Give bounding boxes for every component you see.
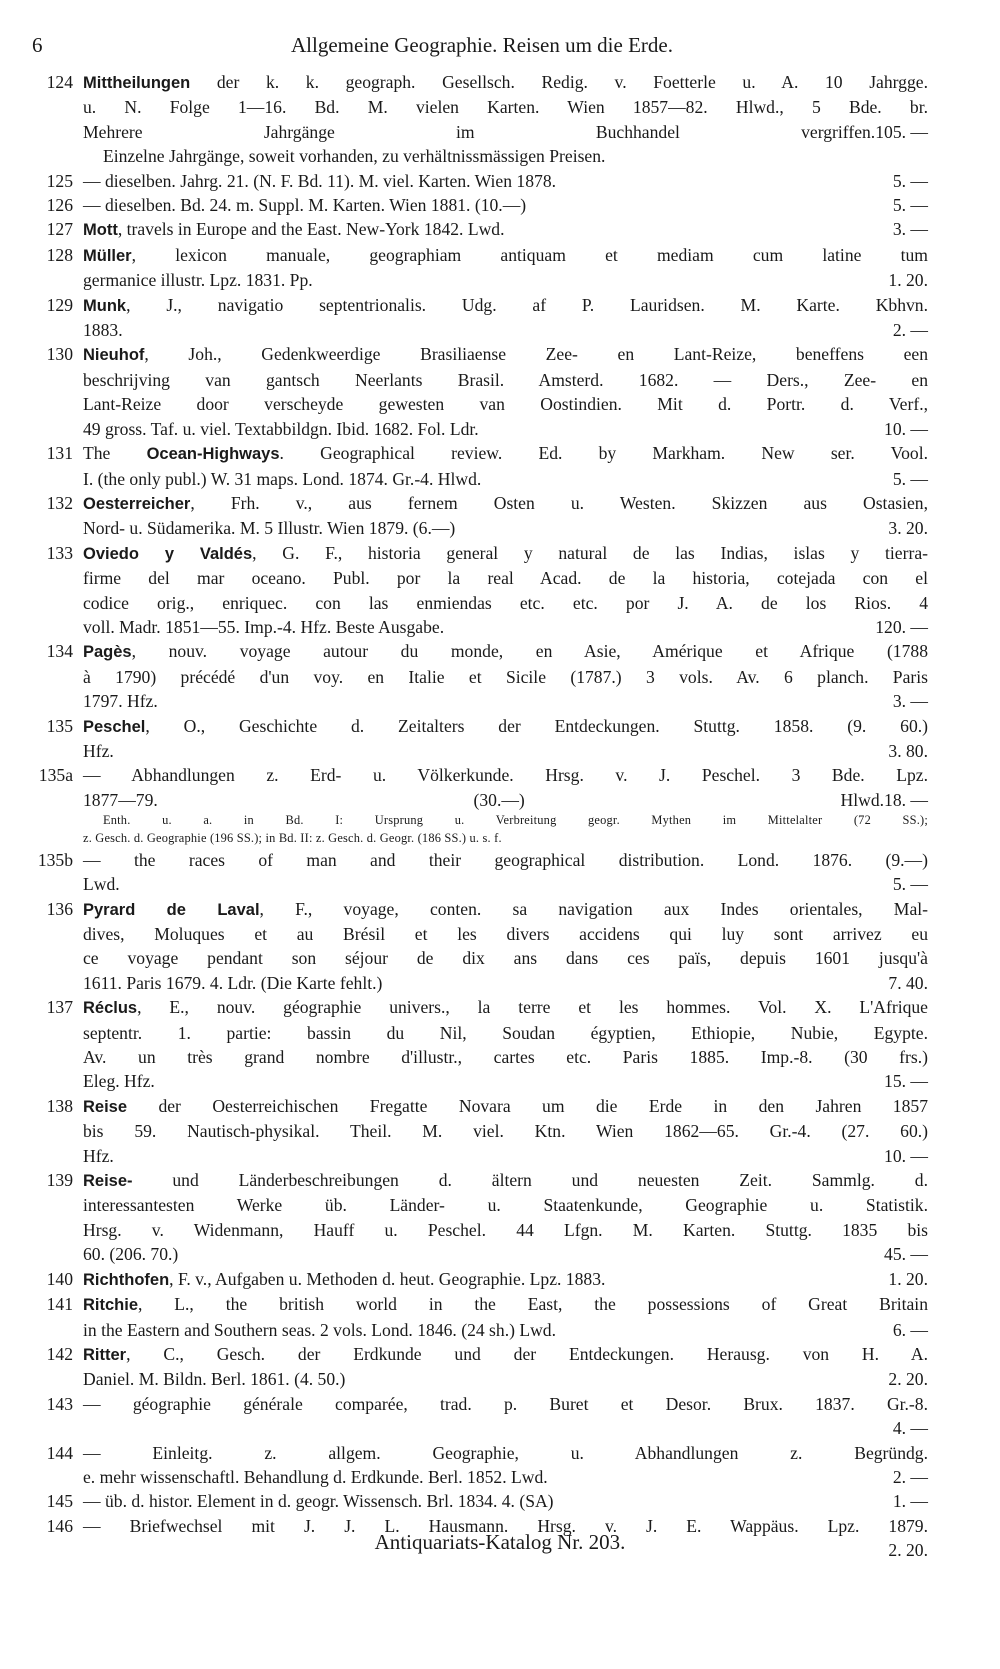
entry-text: firme del mar oceano. Publ. por la real Acad. de la historia, cotejada con el xyxy=(83,568,928,589)
entry-text: beschrijving van gantsch Neerlants Brasil. Amsterd. 1682. — Ders., Zee- en xyxy=(83,369,928,390)
entry-text: — üb. d. histor. Element in d. geogr. Wissensch. Brl. 1834. 4. (SA) xyxy=(83,1491,554,1512)
entry-keyword: Pyrard de Laval xyxy=(83,900,260,919)
catalog-entry xyxy=(0,342,1000,441)
entry-price: 3. — xyxy=(892,219,928,240)
entry-text: 4. — xyxy=(892,1418,928,1439)
entry-number: 138 xyxy=(46,1095,73,1116)
catalog-entry xyxy=(0,293,1000,343)
entry-line xyxy=(83,441,928,466)
entry-keyword: Ritchie xyxy=(83,1296,139,1315)
entry-line xyxy=(83,922,928,946)
entry-keyword: Oviedo y Valdés xyxy=(83,544,253,563)
entry-keyword: Ritter xyxy=(83,1345,127,1364)
entry-text: , L., the british world in the East, the possessions of Great Britain xyxy=(138,1294,928,1315)
entry-line xyxy=(83,1416,928,1440)
entry-number: 125 xyxy=(46,170,73,191)
entry-text: septentr. 1. partie: bassin du Nil, Soudan égyptien, Ethiopie, Nubie, Egypte. xyxy=(83,1022,928,1043)
catalog-entry xyxy=(0,541,1000,640)
catalog-entry xyxy=(0,217,1000,242)
entry-text: Mehrere Jahrgänge im Buchhandel vergriffen. xyxy=(83,121,876,142)
entry-text: I. (the only publ.) W. 31 maps. Lond. 1874. Gr.-4. Hlwd. xyxy=(83,468,482,489)
entry-number: 136 xyxy=(46,898,73,919)
entry-line xyxy=(83,368,928,392)
entry-number: 124 xyxy=(46,72,73,92)
catalog-entry xyxy=(0,848,1000,897)
catalog-entry xyxy=(0,1342,1000,1392)
entry-number: 140 xyxy=(46,1268,73,1289)
entry-text: . Geographical review. Ed. by Markham. New ser. Vool. xyxy=(279,443,928,464)
entry-text: , J., navigatio septentrionalis. Udg. af P. Lauridsen. M. Karte. Kbhvn. xyxy=(126,294,928,315)
entry-line xyxy=(83,739,928,763)
entry-text: Lant-Reize door verscheyde gewesten van Oostindien. Mit d. Portr. d. Verf., xyxy=(83,394,928,415)
entry-price: 5. — xyxy=(892,468,928,489)
entry-line xyxy=(83,788,928,812)
entry-line xyxy=(83,591,928,615)
entry-keyword: Munk xyxy=(83,296,127,315)
entry-number: 126 xyxy=(46,195,73,216)
entry-text: , F., voyage, conten. sa navigation aux Indes orientales, Mal- xyxy=(259,898,929,919)
entry-number: 144 xyxy=(46,1442,73,1463)
entry-text: 1797. Hfz. xyxy=(83,691,158,712)
entry-line xyxy=(83,144,928,168)
entry-text: 1611. Paris 1679. 4. Ldr. (Die Karte fehlt.) xyxy=(83,972,383,993)
entry-price: 2. — xyxy=(892,320,928,341)
entry-line xyxy=(83,193,928,217)
entry-text: , O., Geschichte d. Zeitalters der Entdeckungen. Stuttg. 1858. (9. 60.) xyxy=(145,715,928,736)
entry-keyword: Nieuhof xyxy=(83,346,145,365)
catalog-entry xyxy=(0,193,1000,217)
entry-text: 49 gross. Taf. u. viel. Textabbildgn. Ibid. 1682. Fol. Ldr. xyxy=(83,418,479,439)
entry-keyword: Reise- xyxy=(83,1172,133,1191)
entry-text: — dieselben. Jahrg. 21. (N. F. Bd. 11). M. viel. Karten. Wien 1878. xyxy=(83,170,557,191)
entry-line xyxy=(83,1168,928,1193)
entry-number: 133 xyxy=(46,542,73,563)
entry-text: z. Gesch. d. Geographie (196 SS.); in Bd. II: z. Gesch. d. Geogr. (186 SS.) u. s. f. xyxy=(83,830,502,845)
entry-text: ce voyage pendant son séjour de dix ans dans ces païs, depuis 1601 jusqu'à xyxy=(83,948,928,969)
catalog-entry xyxy=(0,243,1000,293)
entry-number: 135a xyxy=(38,765,73,786)
entry-number: 130 xyxy=(46,344,73,365)
entry-line xyxy=(83,1318,928,1342)
entry-text: — Abhandlungen z. Erd- u. Völkerkunde. Hrsg. v. J. Peschel. 3 Bde. Lpz. xyxy=(83,765,928,786)
catalog-entry xyxy=(0,1392,1000,1441)
entry-text: , Joh., Gedenkweerdige Brasiliaense Zee- en Lant-Reize, beneffens een xyxy=(144,344,928,365)
entry-line xyxy=(83,120,928,144)
entry-keyword: Réclus xyxy=(83,999,138,1018)
entry-text: Nord- u. Südamerika. M. 5 Illustr. Wien 1879. (6.—) xyxy=(83,518,456,539)
entry-text: — Einleitg. z. allgem. Geographie, u. Abhandlungen z. Begründg. xyxy=(83,1442,928,1463)
catalog-entry xyxy=(0,1094,1000,1168)
entry-line xyxy=(83,342,928,367)
entry-line xyxy=(83,417,928,441)
entry-text: 1883. xyxy=(83,320,123,341)
entry-line xyxy=(83,467,928,491)
entry-line xyxy=(83,541,928,566)
entry-text: der Oesterreichischen Fregatte Novara um die Erde in den Jahren 1857 xyxy=(127,1095,928,1116)
catalog-entry xyxy=(0,763,1000,847)
entry-line xyxy=(83,897,928,922)
entry-price: 120. — xyxy=(875,616,928,637)
entry-text: Einzelne Jahrgänge, soweit vorhanden, zu verhältnissmässigen Preisen. xyxy=(103,146,606,167)
catalog-entry xyxy=(0,1489,1000,1513)
entry-keyword: Richthofen xyxy=(83,1270,170,1289)
entry-line xyxy=(83,70,928,95)
catalog-entries xyxy=(0,70,1000,1563)
catalog-entry xyxy=(0,70,1000,169)
entry-text: der k. k. geograph. Gesellsch. Redig. v. Foetterle u. A. 10 Jahrgge. xyxy=(190,72,928,92)
entry-line xyxy=(83,1489,928,1513)
entry-keyword: Pagès xyxy=(83,643,132,662)
entry-price: 1. — xyxy=(892,1491,928,1512)
entry-text: Hfz. xyxy=(83,1145,114,1166)
entry-text: codice orig., enriquec. con las enmiendas etc. etc. por J. A. de los Rios. 4 xyxy=(83,592,928,613)
page-number: 6 xyxy=(32,33,43,57)
entry-line xyxy=(83,1045,928,1069)
entry-line xyxy=(83,566,928,590)
entry-line xyxy=(83,1367,928,1391)
entry-line xyxy=(83,1441,928,1465)
entry-price: 5. — xyxy=(892,170,928,191)
entry-text: , travels in Europe and the East. New-York 1842. Lwd. xyxy=(117,219,505,240)
entry-line xyxy=(83,995,928,1020)
entry-text: — the races of man and their geographical distribution. Lond. 1876. (9.—) xyxy=(83,849,928,870)
entry-text: , Frh. v., aus fernem Osten u. Westen. Skizzen aus Ostasien, xyxy=(190,492,928,513)
entry-keyword: Mittheilungen xyxy=(83,74,191,92)
entry-line xyxy=(83,763,928,787)
entry-price: 7. 40. xyxy=(888,972,928,993)
entry-text: 1877—79. (30.—) Hlwd. xyxy=(83,789,885,810)
entry-text: , nouv. voyage autour du monde, en Asie, Amérique et Afrique (1788 xyxy=(131,641,928,662)
entry-price: 105. — xyxy=(875,121,928,142)
entry-line xyxy=(83,1342,928,1367)
entry-line xyxy=(83,848,928,872)
entry-text: dives, Moluques et au Brésil et les divers accidens qui luy sont arrivez eu xyxy=(83,924,928,944)
entry-price: 2. 20. xyxy=(888,1369,928,1390)
entry-text: in the Eastern and Southern seas. 2 vols. Lond. 1846. (24 sh.) Lwd. xyxy=(83,1319,557,1340)
entry-line xyxy=(83,95,928,119)
entry-line xyxy=(83,1218,928,1242)
entry-price: 10. — xyxy=(884,418,928,439)
entry-text: Av. un très grand nombre d'illustr., cartes etc. Paris 1885. Imp.-8. (30 frs.) xyxy=(83,1047,928,1068)
entry-text: Enth. u. a. in Bd. I: Ursprung u. Verbreitung geogr. Mythen im Mittelalter (72 SS.); xyxy=(103,813,928,828)
entry-price: 1. 20. xyxy=(888,1268,928,1289)
entry-line xyxy=(83,243,928,268)
entry-line xyxy=(83,318,928,342)
entry-line xyxy=(83,971,928,995)
entry-text: u. N. Folge 1—16. Bd. M. vielen Karten. Wien 1857—82. Hlwd., 5 Bde. br. xyxy=(83,97,928,118)
entry-number: 146 xyxy=(46,1515,73,1536)
page-title: Allgemeine Geographie. Reisen um die Erde. xyxy=(291,33,673,57)
entry-keyword: Mott xyxy=(83,221,118,240)
catalog-entry xyxy=(0,1441,1000,1490)
entry-text: germanice illustr. Lpz. 1831. Pp. xyxy=(83,270,313,291)
entry-line xyxy=(83,1292,928,1317)
entry-line xyxy=(83,1094,928,1119)
entry-line xyxy=(83,1193,928,1217)
entry-line xyxy=(83,689,928,713)
catalog-entry xyxy=(0,1292,1000,1342)
entry-number: 128 xyxy=(46,244,73,265)
entry-text: und Länderbeschreibungen d. ältern und neuesten Zeit. Sammlg. d. xyxy=(132,1170,928,1191)
entry-text: Hrsg. v. Widenmann, Hauff u. Peschel. 44 Lfgn. M. Karten. Stuttg. 1835 bis xyxy=(83,1219,928,1240)
entry-line xyxy=(83,1242,928,1266)
entry-line xyxy=(83,1144,928,1168)
entry-line xyxy=(83,714,928,739)
entry-line xyxy=(83,1465,928,1489)
entry-line xyxy=(83,1267,928,1292)
catalog-entry xyxy=(0,491,1000,541)
catalog-entry xyxy=(0,714,1000,764)
entry-text: à 1790) précédé d'un voy. en Italie et Sicile (1787.) 3 vols. Av. 6 planch. Paris xyxy=(83,666,928,687)
entry-line xyxy=(83,169,928,193)
entry-price: 5. — xyxy=(892,195,928,216)
entry-text: , F. v., Aufgaben u. Methoden d. heut. Geographie. Lpz. 1883. xyxy=(169,1268,606,1289)
entry-text: , C., Gesch. der Erdkunde und der Entdeckungen. Herausg. von H. A. xyxy=(126,1343,928,1364)
entry-line xyxy=(83,491,928,516)
entry-keyword: Peschel xyxy=(83,717,146,736)
catalog-entry xyxy=(0,1267,1000,1292)
entry-price: 1. 20. xyxy=(888,270,928,291)
entry-text: Eleg. Hfz. xyxy=(83,1071,155,1092)
entry-text: e. mehr wissenschaftl. Behandlung d. Erdkunde. Berl. 1852. Lwd. xyxy=(83,1466,548,1487)
catalog-entry xyxy=(0,1168,1000,1267)
entry-number: 139 xyxy=(46,1170,73,1191)
entry-text: Hfz. xyxy=(83,740,114,761)
entry-line xyxy=(83,812,928,830)
entry-price: 6. — xyxy=(892,1319,928,1340)
entry-text: 60. (206. 70.) xyxy=(83,1244,179,1265)
catalog-entry xyxy=(0,639,1000,713)
entry-number: 135b xyxy=(37,849,73,870)
entry-keyword: Müller xyxy=(83,246,132,265)
entry-text: 2. 20. xyxy=(888,1540,928,1561)
entry-line xyxy=(83,946,928,970)
page-footer: Antiquariats-Katalog Nr. 203. xyxy=(374,1530,626,1554)
entry-number: 137 xyxy=(46,997,73,1018)
entry-text: , G. F., historia general y natural de las Indias, islas y tierra- xyxy=(252,542,929,563)
entry-line xyxy=(83,516,928,540)
entry-price: 45. — xyxy=(884,1244,928,1265)
entry-number: 141 xyxy=(46,1294,73,1315)
entry-price: 3. — xyxy=(892,691,928,712)
entry-line xyxy=(83,1119,928,1143)
page-header xyxy=(32,28,932,62)
entry-line xyxy=(83,1392,928,1416)
entry-text: bis 59. Nautisch-physikal. Theil. M. viel. Ktn. Wien 1862—65. Gr.-4. (27. 60.) xyxy=(83,1121,928,1142)
entry-line xyxy=(83,1069,928,1093)
entry-price: 2. — xyxy=(892,1466,928,1487)
entry-line xyxy=(83,217,928,242)
entry-line xyxy=(83,392,928,416)
catalog-entry xyxy=(0,995,1000,1094)
catalog-entry xyxy=(0,169,1000,193)
entry-line xyxy=(83,665,928,689)
entry-number: 145 xyxy=(46,1491,73,1512)
entry-line xyxy=(83,639,928,664)
entry-keyword: Oesterreicher xyxy=(83,494,191,513)
entry-line xyxy=(83,268,928,292)
catalog-entry xyxy=(0,441,1000,491)
entry-text: — dieselben. Bd. 24. m. Suppl. M. Karten. Wien 1881. (10.—) xyxy=(83,195,527,216)
entry-prefix: The xyxy=(83,443,147,464)
entry-line xyxy=(83,830,928,848)
entry-price: 18. — xyxy=(884,789,928,810)
entry-number: 135 xyxy=(46,715,73,736)
entry-keyword: Reise xyxy=(83,1097,128,1116)
entry-line xyxy=(83,1021,928,1045)
entry-text: Daniel. M. Bildn. Berl. 1861. (4. 50.) xyxy=(83,1369,346,1390)
entry-line xyxy=(83,293,928,318)
entry-number: 129 xyxy=(46,294,73,315)
entry-text: Lwd. xyxy=(83,874,120,895)
entry-price: 3. 20. xyxy=(888,518,928,539)
entry-line xyxy=(83,615,928,639)
entry-text: — Briefwechsel mit J. J. L. Hausmann. Hrsg. v. J. E. Wappäus. Lpz. 1879. xyxy=(83,1515,928,1536)
entry-line xyxy=(83,872,928,896)
entry-number: 131 xyxy=(46,443,73,464)
entry-text: interessantesten Werke üb. Länder- u. Staatenkunde, Geographie u. Statistik. xyxy=(83,1195,928,1216)
entry-text: , E., nouv. géographie univers., la terre et les hommes. Vol. X. L'Afrique xyxy=(137,997,928,1018)
entry-number: 143 xyxy=(46,1393,73,1414)
entry-number: 142 xyxy=(46,1343,73,1364)
catalog-entry xyxy=(0,897,1000,996)
entry-text: — géographie générale comparée, trad. p. Buret et Desor. Brux. 1837. Gr.-8. xyxy=(83,1393,928,1414)
entry-text: voll. Madr. 1851—55. Imp.-4. Hfz. Beste Ausgabe. xyxy=(83,616,445,637)
entry-price: 10. — xyxy=(884,1145,928,1166)
entry-price: 5. — xyxy=(892,874,928,895)
entry-number: 134 xyxy=(46,641,73,662)
entry-price: 15. — xyxy=(884,1071,928,1092)
entry-price: 3. 80. xyxy=(888,740,928,761)
entry-number: 132 xyxy=(46,492,73,513)
entry-keyword: Ocean-Highways xyxy=(146,445,280,464)
entry-number: 127 xyxy=(46,219,73,240)
entry-text: , lexicon manuale, geographiam antiquam et mediam cum latine tum xyxy=(131,244,928,265)
